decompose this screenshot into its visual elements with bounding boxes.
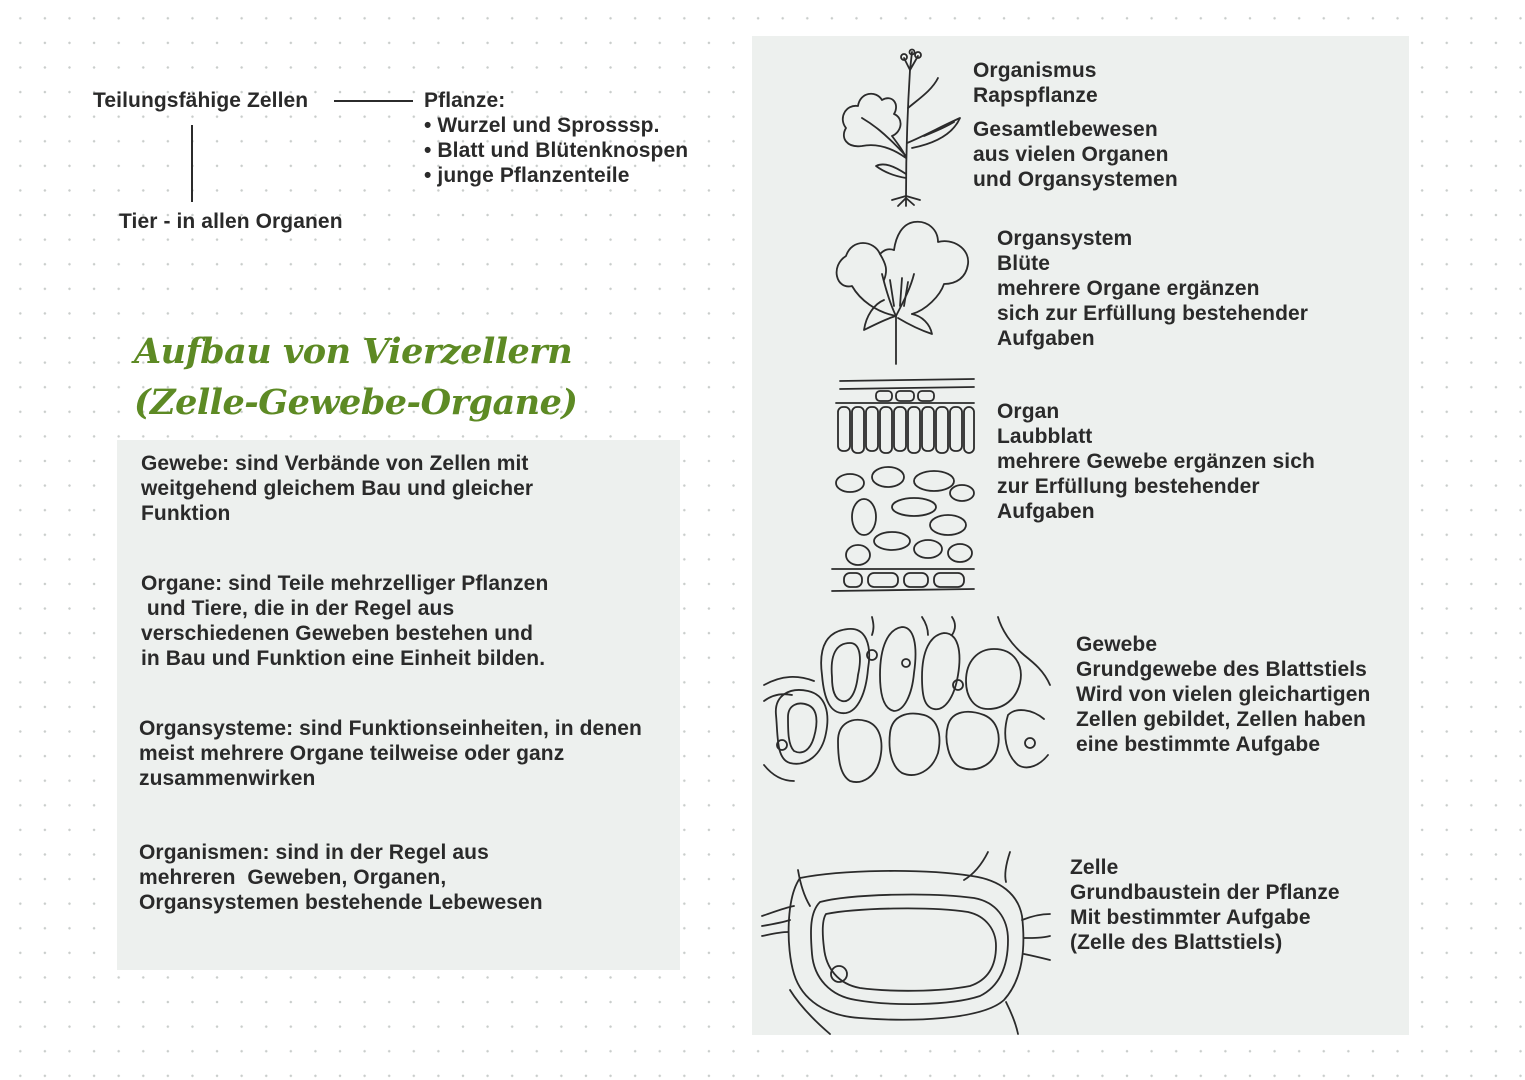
connector-line-vertical <box>191 125 193 202</box>
plant-item: • junge Pflanzenteile <box>424 164 630 187</box>
definition-line: und Tiere, die in der Regel aus <box>141 597 455 620</box>
level-description: sich zur Erfüllung bestehender <box>997 302 1309 325</box>
definition-line: Organsysteme: sind Funktionseinheiten, in denen <box>139 717 642 740</box>
level-description: und Organsystemen <box>973 168 1178 191</box>
level-organsystem <box>997 226 1308 351</box>
level-example: Blüte <box>997 252 1050 275</box>
single-cell-icon <box>760 850 1050 1034</box>
level-description: mehrere Gewebe ergänzen sich <box>997 450 1315 473</box>
level-description: Gesamtlebewesen <box>973 118 1158 141</box>
section-title-line: Aufbau von Vierzellern <box>134 331 573 372</box>
animal-label: Tier - in allen Organen <box>119 210 343 233</box>
definition-line: Organismen: sind in der Regel aus <box>139 841 489 864</box>
level-example: Grundgewebe des Blattstiels <box>1076 658 1367 681</box>
level-description: Aufgaben <box>997 327 1095 350</box>
section-title-line: (Zelle-Gewebe-Organe) <box>134 382 578 423</box>
level-description: aus vielen Organen <box>973 143 1169 166</box>
definition-gewebe <box>141 451 533 526</box>
definition-line: zusammenwirken <box>139 767 316 790</box>
level-organ <box>997 399 1315 524</box>
dividing-cells-label: Teilungsfähige Zellen <box>93 89 309 112</box>
level-description: zur Erfüllung bestehender <box>997 475 1260 498</box>
definition-line: meist mehrere Organe teilweise oder ganz <box>139 742 565 765</box>
level-description: (Zelle des Blattstiels) <box>1070 931 1283 954</box>
level-organismus <box>973 58 1178 192</box>
definition-line: Organe: sind Teile mehrzelliger Pflanzen <box>141 572 549 595</box>
level-description: mehrere Organe ergänzen <box>997 277 1260 300</box>
leaf-cross-section-icon <box>830 377 976 599</box>
definition-line: Organsystemen bestehende Lebewesen <box>139 891 543 914</box>
level-name: Gewebe <box>1076 633 1158 656</box>
definition-line: Gewebe: sind Verbände von Zellen mit <box>141 452 529 475</box>
definition-line: weitgehend gleichem Bau und gleicher <box>141 477 534 500</box>
level-description: eine bestimmte Aufgabe <box>1076 733 1321 756</box>
plant-item: • Wurzel und Sprosssp. <box>424 114 660 137</box>
plant-list <box>424 88 688 188</box>
level-example: Laubblatt <box>997 425 1093 448</box>
definition-organismen <box>139 840 543 915</box>
definition-line: in Bau und Funktion eine Einheit bilden. <box>141 647 546 670</box>
level-description: Zellen gebildet, Zellen haben <box>1076 708 1366 731</box>
level-example: Rapspflanze <box>973 84 1098 107</box>
level-gewebe <box>1076 632 1370 757</box>
level-description: Wird von vielen gleichartigen <box>1076 683 1371 706</box>
definition-organsysteme <box>139 716 642 791</box>
definition-organe <box>141 571 548 671</box>
rapeseed-plant-icon <box>832 48 972 206</box>
plant-item: • Blatt und Blütenknospen <box>424 139 689 162</box>
level-example: Grundbaustein der Pflanze <box>1070 881 1340 904</box>
level-description: Mit bestimmter Aufgabe <box>1070 906 1311 929</box>
level-name: Zelle <box>1070 856 1119 879</box>
definition-line: mehreren Geweben, Organen, <box>139 866 447 889</box>
level-description: Aufgaben <box>997 500 1095 523</box>
level-zelle <box>1070 855 1340 955</box>
plant-heading: Pflanze: <box>424 89 506 112</box>
flower-icon <box>832 220 974 366</box>
level-name: Organismus <box>973 59 1097 82</box>
definition-line: Funktion <box>141 502 231 525</box>
level-name: Organsystem <box>997 227 1133 250</box>
level-name: Organ <box>997 400 1060 423</box>
connector-line-horizontal <box>334 100 413 102</box>
definition-line: verschiedenen Geweben bestehen und <box>141 622 534 645</box>
tissue-cells-icon <box>762 615 1050 793</box>
section-title <box>134 326 577 428</box>
